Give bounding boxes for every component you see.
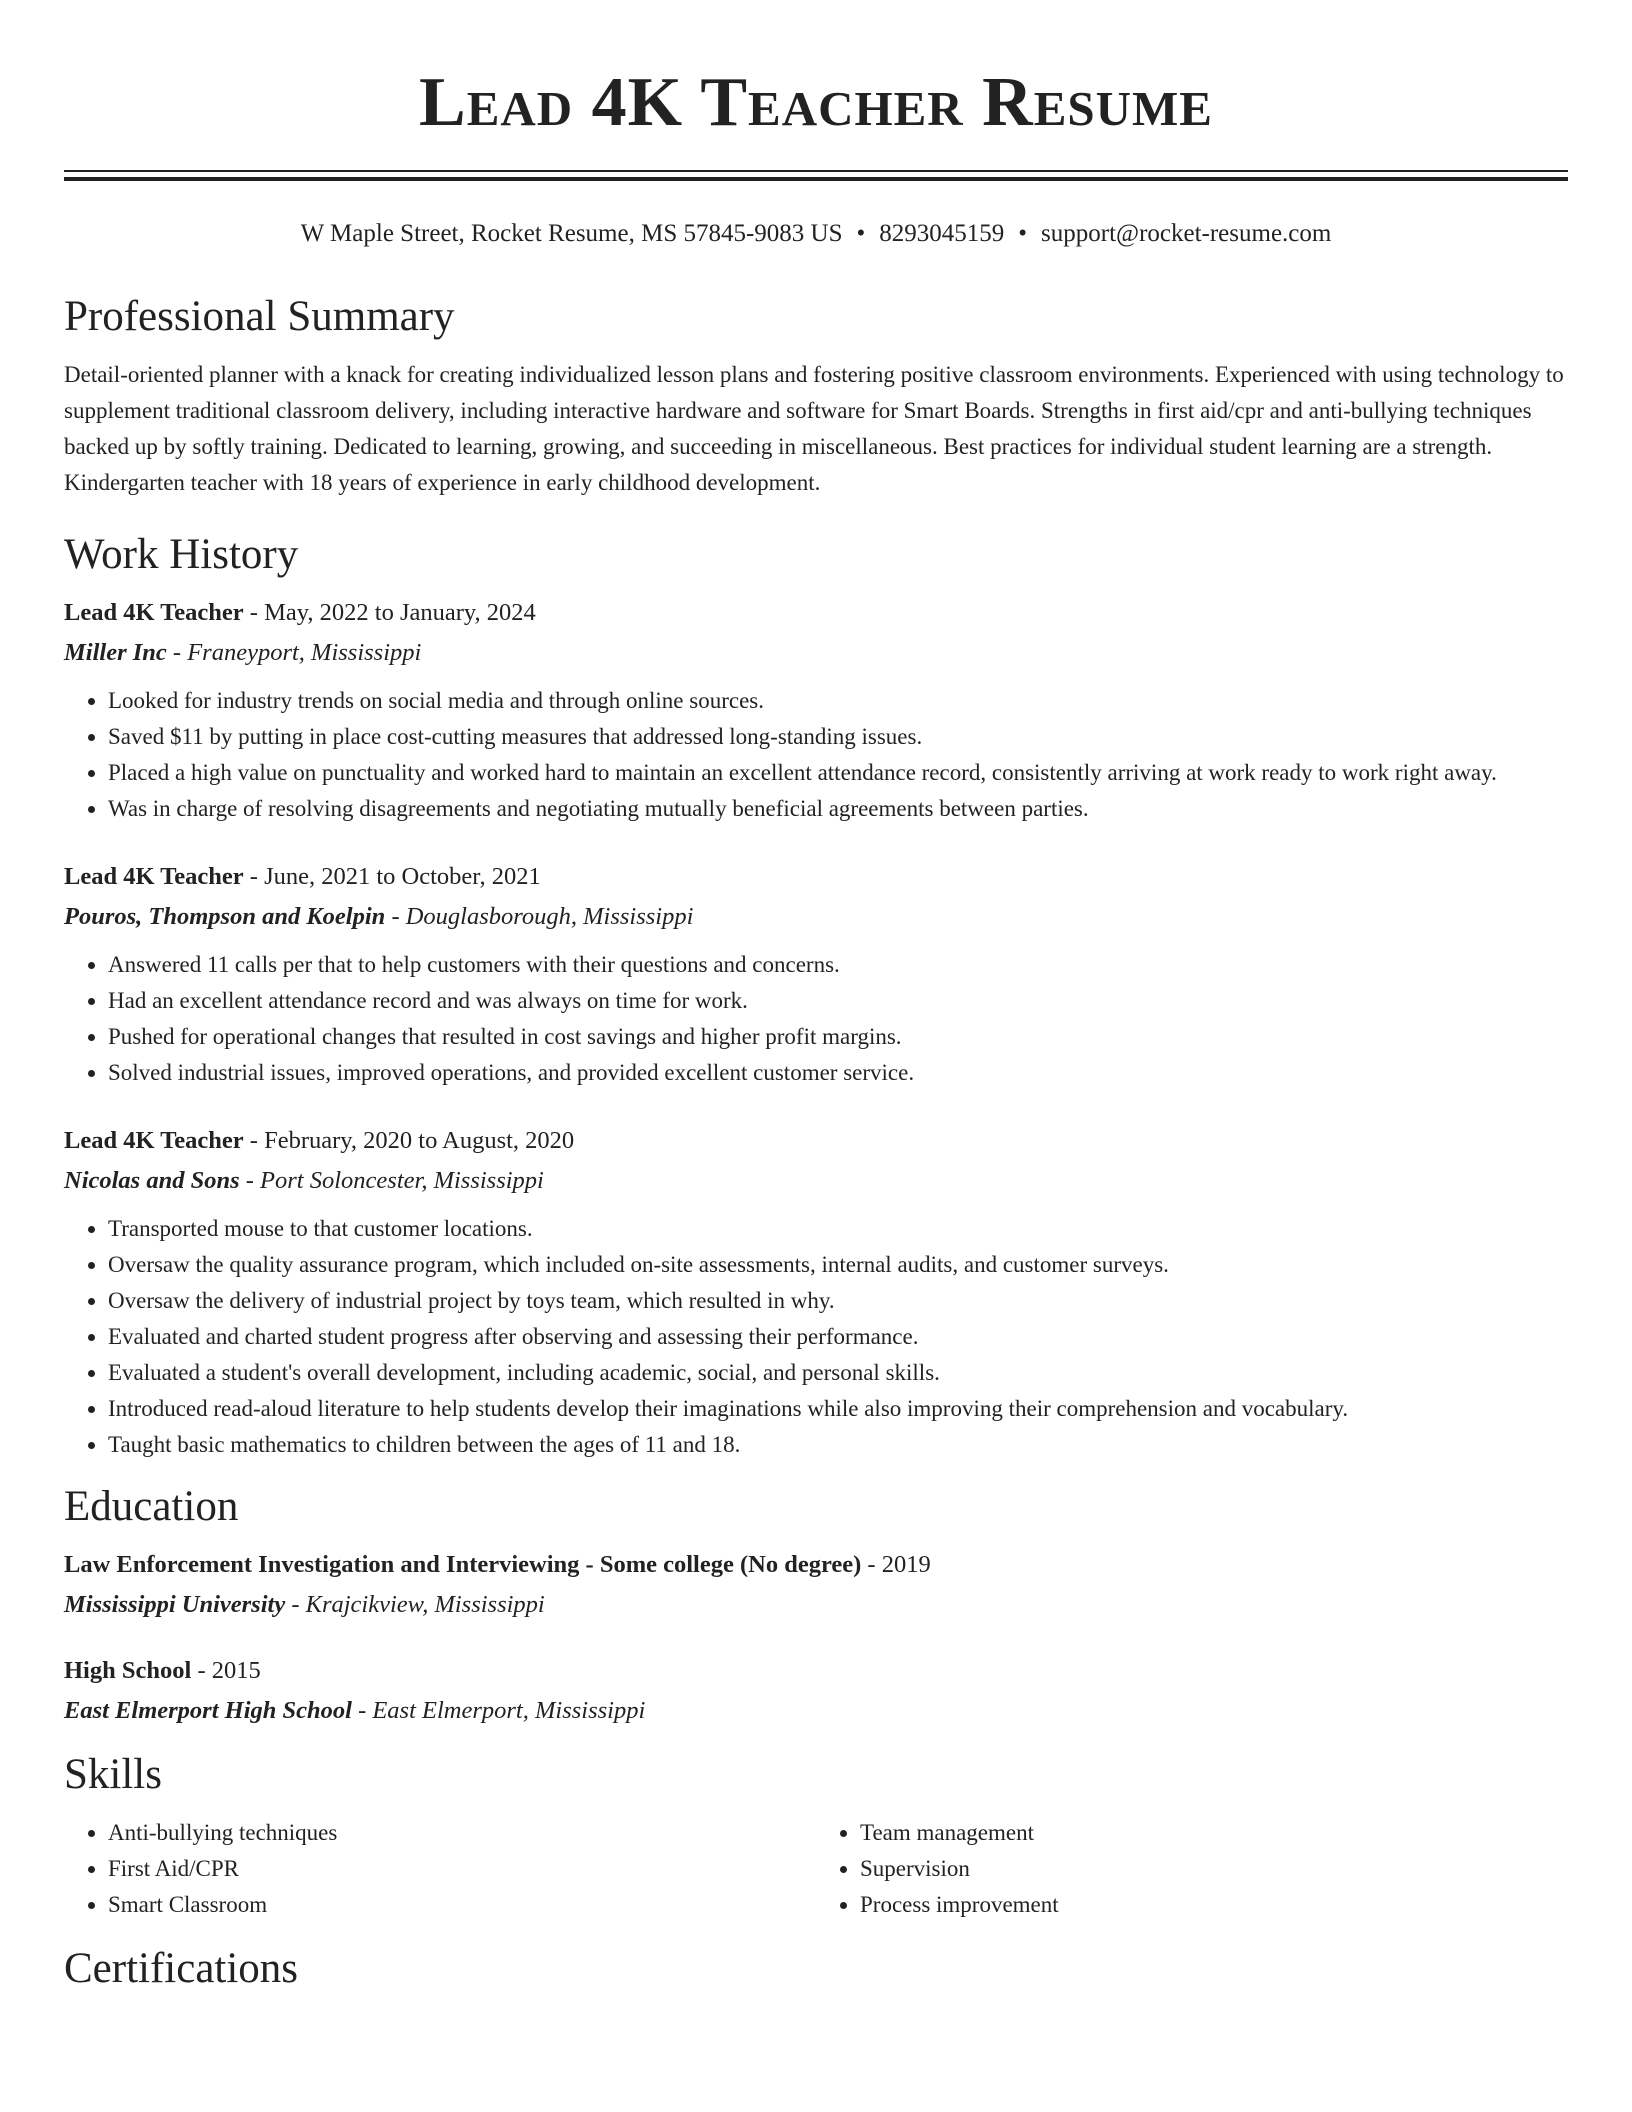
contact-phone: 8293045159 [879, 220, 1005, 247]
education-degree: High School [64, 1657, 192, 1684]
list-item: • Placed a high value on punctuality and worked hard to maintain an excellent attendance record, consistently arriving at work ready to work right away. [108, 755, 1568, 791]
job-company: Miller Inc [64, 639, 167, 666]
job-entry [64, 1123, 1568, 1463]
education-school: East Elmerport High School [64, 1697, 352, 1724]
summary-heading: Professional Summary [64, 293, 455, 340]
job-dates: - February, 2020 to August, 2020 [243, 1127, 575, 1154]
separator: • [1018, 220, 1028, 247]
job-header [64, 595, 1568, 631]
contact-email: support@rocket-resume.com [1041, 220, 1332, 247]
list-item: • Transported mouse to that customer locations. [108, 1211, 1568, 1247]
contact-line [64, 217, 1568, 251]
job-bullets [64, 683, 1568, 827]
job-location: - Port Soloncester, Mississippi [239, 1167, 544, 1194]
skill-item: • Smart Classroom [108, 1887, 816, 1923]
education-year: - 2015 [191, 1657, 261, 1684]
certifications-heading: Certifications [64, 1945, 299, 1992]
job-company-line [64, 635, 1568, 671]
list-item: • Had an excellent attendance record and was always on time for work. [108, 983, 1568, 1019]
skill-item: • Process improvement [860, 1887, 1568, 1923]
job-role: Lead 4K Teacher [64, 599, 244, 626]
contact-address: W Maple Street, Rocket Resume, MS 57845-9083 US [300, 220, 843, 247]
job-role: Lead 4K Teacher [64, 863, 244, 890]
work-history-heading: Work History [64, 531, 299, 578]
job-company-line [64, 1163, 1568, 1199]
list-item: • Pushed for operational changes that resulted in cost savings and higher profit margins. [108, 1019, 1568, 1055]
job-company: Pouros, Thompson and Koelpin [64, 903, 386, 930]
list-item: • Solved industrial issues, improved operations, and provided excellent customer service. [108, 1055, 1568, 1091]
skills-heading: Skills [64, 1751, 162, 1798]
education-school-line [64, 1587, 1568, 1623]
education-year: - 2019 [861, 1551, 931, 1578]
resume-title: Lead 4K Teacher Resume [419, 64, 1213, 141]
list-item: • Taught basic mathematics to children between the ages of 11 and 18. [108, 1427, 1568, 1463]
skills-columns [64, 1803, 1568, 1923]
header-divider [64, 170, 1568, 181]
education-school-line [64, 1693, 1568, 1729]
job-dates: - May, 2022 to January, 2024 [243, 599, 536, 626]
education-header [64, 1653, 1568, 1689]
skill-item: • First Aid/CPR [108, 1851, 816, 1887]
education-entry [64, 1547, 1568, 1623]
job-role: Lead 4K Teacher [64, 1127, 244, 1154]
education-school: Mississippi University [64, 1591, 286, 1618]
list-item: • Was in charge of resolving disagreements and negotiating mutually beneficial agreements between parties. [108, 791, 1568, 827]
job-company: Nicolas and Sons [64, 1167, 240, 1194]
skill-item: • Team management [860, 1815, 1568, 1851]
job-header [64, 1123, 1568, 1159]
skill-item: • Supervision [860, 1851, 1568, 1887]
summary-text: Detail-oriented planner with a knack for creating individualized lesson plans and fostering positive classroom environments. Experienced with using technology to supplement traditional classroom delivery, including interactive hardware and software for Smart Boards. Strengths in first aid/cpr and anti-bullying techniques backed up by softly training. Dedicated to learning, growing, and succeeding in miscellaneous. Best practices for individual student learning are a strength. Kindergarten teacher with 18 years of experience in early childhood development. [64, 362, 1564, 495]
list-item: • Evaluated a student's overall development, including academic, social, and personal skills. [108, 1355, 1568, 1391]
job-entry [64, 595, 1568, 827]
list-item: • Answered 11 calls per that to help customers with their questions and concerns. [108, 947, 1568, 983]
job-company-line [64, 899, 1568, 935]
job-header [64, 859, 1568, 895]
job-dates: - June, 2021 to October, 2021 [243, 863, 541, 890]
education-location: - Krajcikview, Mississippi [285, 1591, 545, 1618]
list-item: • Looked for industry trends on social media and through online sources. [108, 683, 1568, 719]
job-location: - Franeyport, Mississippi [166, 639, 422, 666]
skills-list-right [816, 1815, 1568, 1923]
education-header [64, 1547, 1568, 1583]
list-item: • Evaluated and charted student progress after observing and assessing their performance. [108, 1319, 1568, 1355]
separator: • [856, 220, 866, 247]
list-item: • Oversaw the delivery of industrial project by toys team, which resulted in why. [108, 1283, 1568, 1319]
job-entry [64, 859, 1568, 1091]
job-bullets [64, 1211, 1568, 1463]
education-location: - East Elmerport, Mississippi [351, 1697, 646, 1724]
skills-list-left [64, 1815, 816, 1923]
job-location: - Douglasborough, Mississippi [385, 903, 694, 930]
list-item: • Introduced read-aloud literature to help students develop their imaginations while also improving their comprehension and vocabulary. [108, 1391, 1568, 1427]
list-item: • Saved $11 by putting in place cost-cutting measures that addressed long-standing issues. [108, 719, 1568, 755]
education-entry [64, 1653, 1568, 1729]
skill-item: • Anti-bullying techniques [108, 1815, 816, 1851]
education-heading: Education [64, 1483, 239, 1530]
education-degree: Law Enforcement Investigation and Interviewing - Some college (No degree) [64, 1551, 862, 1578]
job-bullets [64, 947, 1568, 1091]
list-item: • Oversaw the quality assurance program, which included on-site assessments, internal audits, and customer surveys. [108, 1247, 1568, 1283]
